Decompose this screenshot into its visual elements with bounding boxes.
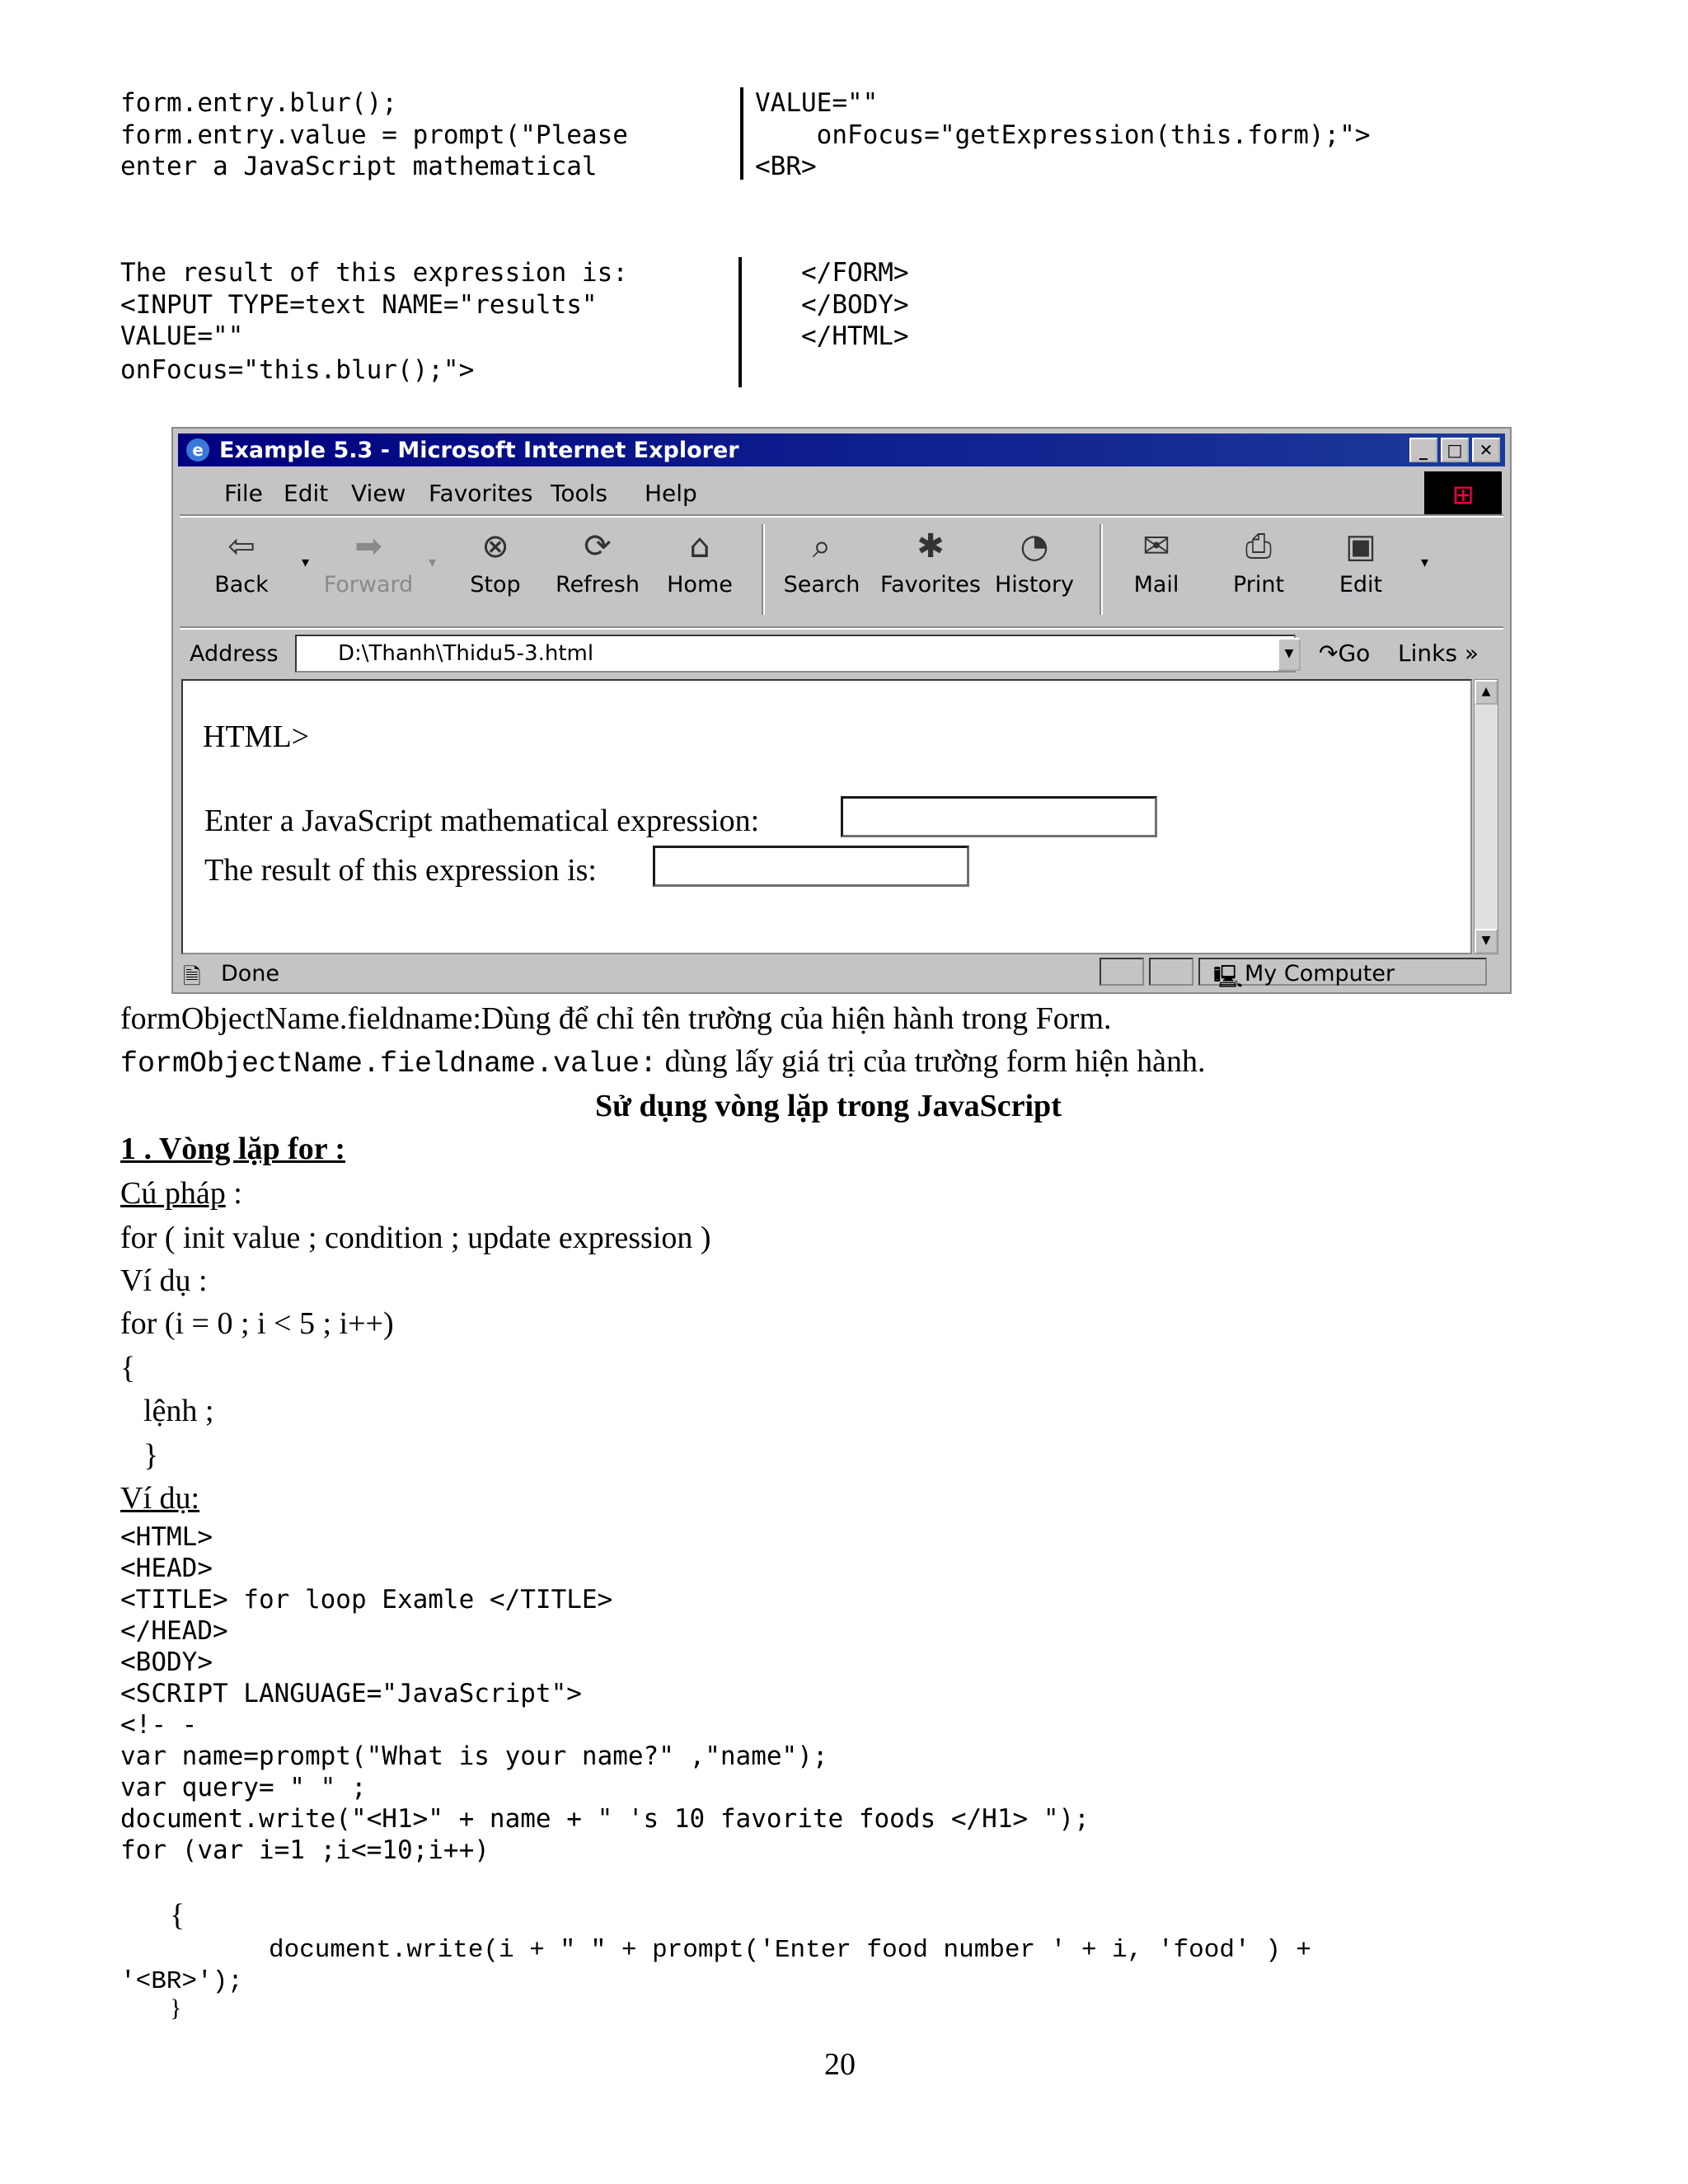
refresh-button[interactable] xyxy=(552,518,643,620)
menu-favorites[interactable]: Favorites xyxy=(429,480,533,507)
paragraph-fieldvalue xyxy=(120,1043,1206,1080)
address-label: Address xyxy=(190,641,279,667)
loop-brace-open: { xyxy=(170,1898,185,1933)
example-label: Ví dụ : xyxy=(120,1263,208,1298)
separator xyxy=(180,626,1503,630)
forward-button[interactable] xyxy=(323,518,414,620)
back-label: Back xyxy=(214,572,269,598)
mail-button[interactable] xyxy=(1111,518,1202,620)
syntax-label xyxy=(120,1175,242,1212)
back-button[interactable] xyxy=(196,518,287,620)
edit-button[interactable] xyxy=(1315,518,1406,620)
expression-input[interactable] xyxy=(841,796,1157,837)
section-title: Sử dụng vòng lặp trong JavaScript xyxy=(595,1089,1062,1123)
toolbar xyxy=(185,518,1498,625)
column-divider xyxy=(740,87,743,180)
menu-tools[interactable]: Tools xyxy=(551,480,607,507)
status-text: Done xyxy=(221,961,280,987)
edit-label: Edit xyxy=(1339,572,1383,598)
search-button[interactable] xyxy=(776,518,867,620)
code-line: onFocus="this.blur();"> xyxy=(120,354,475,385)
field2-label: The result of this expression is: xyxy=(204,853,597,888)
example-label-2: Ví dụ: xyxy=(120,1481,200,1516)
code-line: <TITLE> for loop Examle </TITLE> xyxy=(120,1585,613,1615)
code-line: enter a JavaScript mathematical xyxy=(120,152,598,181)
close-button[interactable]: ✕ xyxy=(1472,438,1500,462)
window-title: Example 5.3 - Microsoft Internet Explorer xyxy=(219,438,739,463)
edit-icon: ▣ xyxy=(1345,527,1376,565)
back-arrow-icon: ⇦ xyxy=(227,527,256,565)
address-input[interactable]: D:\Thanh\Thidu5-3.html xyxy=(295,635,1296,673)
status-bar xyxy=(178,956,1505,989)
forward-label: Forward xyxy=(323,572,414,598)
toolbar-separator xyxy=(762,524,765,615)
scroll-down-arrow-icon[interactable]: ▼ xyxy=(1475,929,1498,954)
history-button[interactable] xyxy=(989,518,1080,620)
code-line: for (var i=1 ;i<=10;i++) xyxy=(120,1835,490,1865)
go-arrow-icon: ↷ xyxy=(1319,640,1339,667)
menu-help[interactable]: Help xyxy=(645,480,697,507)
results-input[interactable] xyxy=(653,846,969,887)
statement: lệnh ; xyxy=(143,1394,214,1428)
syntax-line: for ( init value ; condition ; update expression ) xyxy=(120,1221,711,1255)
code-right-top xyxy=(755,87,1371,183)
search-label: Search xyxy=(783,572,860,598)
home-button[interactable] xyxy=(654,518,745,620)
for-line: for (i = 0 ; i < 5 ; i++) xyxy=(120,1306,394,1341)
title-bar xyxy=(178,434,1505,466)
code-line: form.entry.blur(); xyxy=(120,88,397,118)
print-button[interactable] xyxy=(1213,518,1304,620)
home-label: Home xyxy=(667,572,733,598)
favorites-icon: ✱ xyxy=(917,527,945,565)
column-divider xyxy=(738,257,742,387)
code-left-top xyxy=(120,87,628,183)
brace-close: } xyxy=(143,1438,159,1473)
code-line: var name=prompt("What is your name?" ,"name"); xyxy=(120,1741,828,1771)
syntax-colon: : xyxy=(225,1176,242,1211)
links-button[interactable] xyxy=(1398,640,1479,667)
computer-icon: 🖳 xyxy=(1213,964,1244,990)
loop-body-line-2: '<BR>'); xyxy=(120,1967,243,1996)
print-label: Print xyxy=(1232,572,1285,598)
vertical-scrollbar[interactable] xyxy=(1474,679,1498,954)
address-bar xyxy=(181,631,1502,677)
brace-open: { xyxy=(120,1351,136,1385)
code-line: VALUE="" xyxy=(120,321,244,351)
scroll-up-arrow-icon[interactable]: ▲ xyxy=(1475,680,1498,705)
chevron-right-icon: » xyxy=(1464,640,1479,667)
code-line: onFocus="getExpression(this.form);"> xyxy=(755,120,1371,150)
menu-view[interactable]: View xyxy=(351,480,406,507)
go-button[interactable] xyxy=(1319,640,1370,667)
links-label: Links xyxy=(1398,640,1457,667)
paragraph-fieldname: formObjectName.fieldname:Dùng để chỉ tên trường của hiện hành trong Form. xyxy=(120,1001,1112,1036)
paragraph-text: dùng lấy giá trị của trường form hiện hành. xyxy=(657,1044,1206,1079)
code-line: </HEAD> xyxy=(120,1616,228,1646)
loop-body-line: document.write(i + " " + prompt('Enter food number ' + i, 'food' ) + xyxy=(269,1936,1312,1965)
stop-button[interactable] xyxy=(450,518,541,620)
page-icon: 🗎 xyxy=(183,964,201,990)
menu-edit[interactable]: Edit xyxy=(284,480,329,507)
chevron-down-icon[interactable]: ▼ xyxy=(1278,638,1301,671)
code-line: form.entry.value = prompt("Please xyxy=(120,120,628,150)
maximize-button[interactable]: □ xyxy=(1441,438,1469,462)
menu-bar xyxy=(181,471,1502,513)
code-line: The result of this expression is: xyxy=(120,258,628,288)
code-line: var query= " " ; xyxy=(120,1773,367,1802)
code-line: VALUE="" xyxy=(755,88,879,118)
page-number: 20 xyxy=(824,2047,856,2082)
refresh-label: Refresh xyxy=(556,572,640,598)
status-panel xyxy=(1100,958,1144,986)
code-line: </FORM> xyxy=(755,258,909,288)
code-line: </BODY> xyxy=(755,289,909,320)
code-line: <BR> xyxy=(755,152,817,181)
menu-file[interactable]: File xyxy=(224,480,263,507)
code-line: <HEAD> xyxy=(120,1554,213,1583)
chevron-down-icon[interactable]: ▾ xyxy=(429,554,437,571)
code-right-bottom xyxy=(755,257,909,353)
code-line: <HTML> xyxy=(120,1522,213,1552)
code-left-bottom xyxy=(120,257,628,386)
syntax-label-text: Cú pháp xyxy=(120,1176,226,1211)
status-panel xyxy=(1149,958,1193,986)
favorites-label: Favorites xyxy=(880,572,981,598)
go-label: Go xyxy=(1338,640,1371,667)
search-icon: ⌕ xyxy=(812,527,832,565)
code-line: <BODY> xyxy=(120,1647,213,1677)
mail-label: Mail xyxy=(1133,572,1179,598)
mail-icon: ✉ xyxy=(1142,527,1170,565)
home-icon: ⌂ xyxy=(689,527,710,565)
minimize-button[interactable]: _ xyxy=(1409,438,1437,462)
code-listing xyxy=(120,1521,1090,1866)
chevron-down-icon[interactable]: ▾ xyxy=(302,554,310,571)
stop-label: Stop xyxy=(470,572,521,598)
code-line: </HTML> xyxy=(755,321,909,351)
forward-arrow-icon: ➡ xyxy=(354,527,382,565)
code-line: <INPUT TYPE=text NAME="results" xyxy=(120,289,598,320)
toolbar-separator xyxy=(1100,524,1103,615)
inline-code: formObjectName.fieldname.value: xyxy=(120,1047,658,1080)
history-icon: ◔ xyxy=(1020,527,1049,565)
page-heading: HTML> xyxy=(203,719,310,754)
windows-logo-icon: ⊞ xyxy=(1424,471,1502,518)
ie-logo-icon: e xyxy=(186,438,209,462)
refresh-icon: ⟳ xyxy=(584,527,612,565)
code-line: document.write("<H1>" + name + " 's 10 favorite foods </H1> "); xyxy=(120,1804,1090,1834)
code-line: <!- - xyxy=(120,1710,198,1740)
field1-label: Enter a JavaScript mathematical expression: xyxy=(204,804,760,838)
favorites-button[interactable] xyxy=(879,518,982,620)
heading-for-loop: 1 . Vòng lặp for : xyxy=(120,1132,346,1166)
zone-text: My Computer xyxy=(1245,961,1395,987)
print-icon: ⎙ xyxy=(1245,527,1272,565)
loop-brace-close: } xyxy=(170,1994,182,2022)
history-label: History xyxy=(994,572,1075,598)
code-line: <SCRIPT LANGUAGE="JavaScript"> xyxy=(120,1679,582,1708)
chevron-down-icon[interactable]: ▾ xyxy=(1421,554,1429,571)
browser-window xyxy=(171,427,1512,994)
stop-icon: ⊗ xyxy=(481,527,509,565)
page-content xyxy=(181,679,1472,954)
